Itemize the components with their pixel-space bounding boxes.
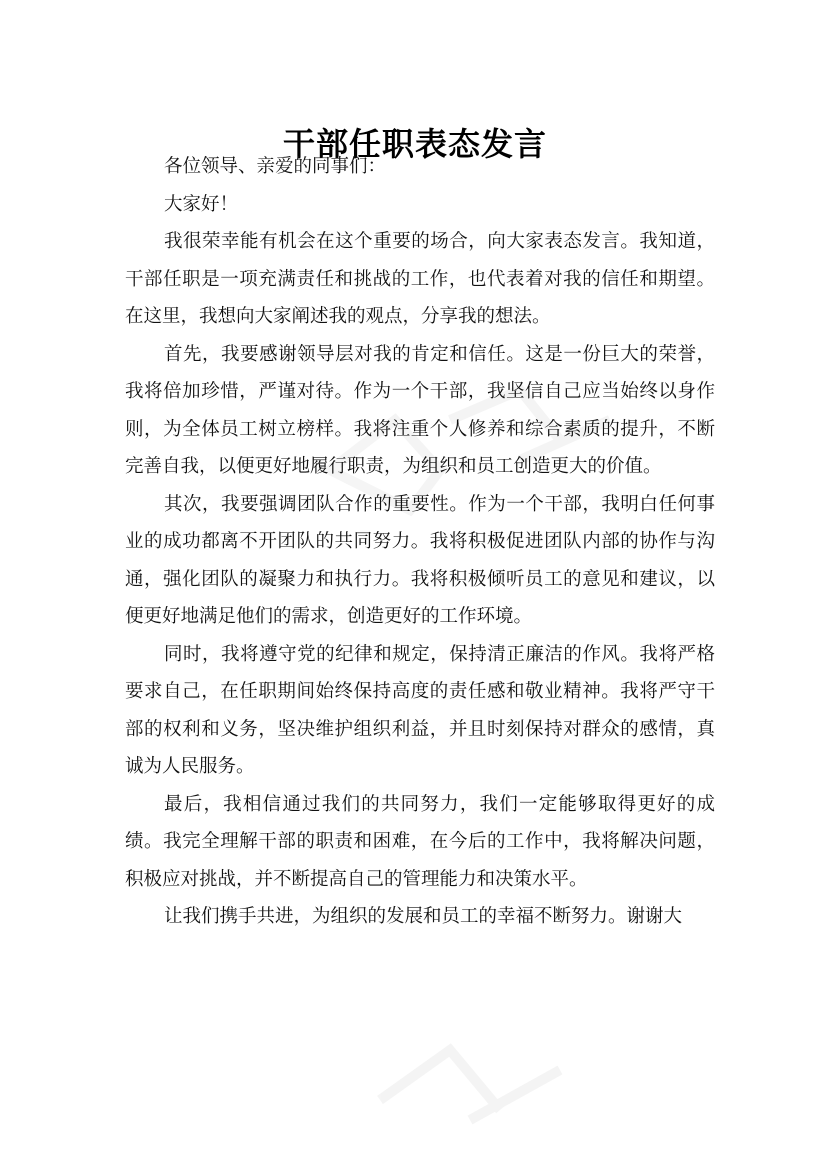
paragraph: 我很荣幸能有机会在这个重要的场合，向大家表态发言。我知道，干部任职是一项充满责任和挑战的工作，也代表着对我的信任和期望。在这里，我想向大家阐述我的观点，分享我的想法。 bbox=[125, 231, 715, 327]
paragraph: 最后，我相信通过我们的共同努力，我们一定能够取得更好的成绩。我完全理解干部的职责和困难，在今后的工作中，我将解决问题，积极应对挑战，并不断提高自己的管理能力和决策水平。 bbox=[125, 793, 715, 890]
greeting: 大家好！ bbox=[164, 193, 239, 215]
paragraph: 其次，我要强调团队合作的重要性。作为一个干部，我明白任何事业的成功都离不开团队的共同努力。我将积极促进团队内部的协作与沟通，强化团队的凝聚力和执行力。我将积极倾听员工的意见和建议，以便更好地满足他们的需求，创造更好的工作环境。 bbox=[125, 493, 715, 627]
paragraph: 让我们携手共进，为组织的发展和员工的幸福不断努力。谢谢大 bbox=[164, 906, 683, 927]
paragraph: 首先，我要感谢领导层对我的肯定和信任。这是一份巨大的荣誉，我将倍加珍惜，严谨对待。作为一个干部，我坚信自己应当始终以身作则，为全体员工树立榜样。我将注重个人修养和综合素质的提升，不断完善自我，以便更好地履行职责，为组织和员工创造更大的价值。 bbox=[125, 343, 715, 477]
document-body bbox=[125, 148, 715, 936]
page-title: 干部任职表态发言 bbox=[282, 125, 547, 164]
salutation: 各位领导、亲爱的同事们： bbox=[164, 156, 387, 177]
paragraph: 同时，我将遵守党的纪律和规定，保持清正廉洁的作风。我将严格要求自己，在任职期间始终保持高度的责任感和敬业精神。我将严守干部的权利和义务，坚决维护组织利益，并且时刻保持对群众的感情，真诚为人民服务。 bbox=[125, 643, 715, 777]
